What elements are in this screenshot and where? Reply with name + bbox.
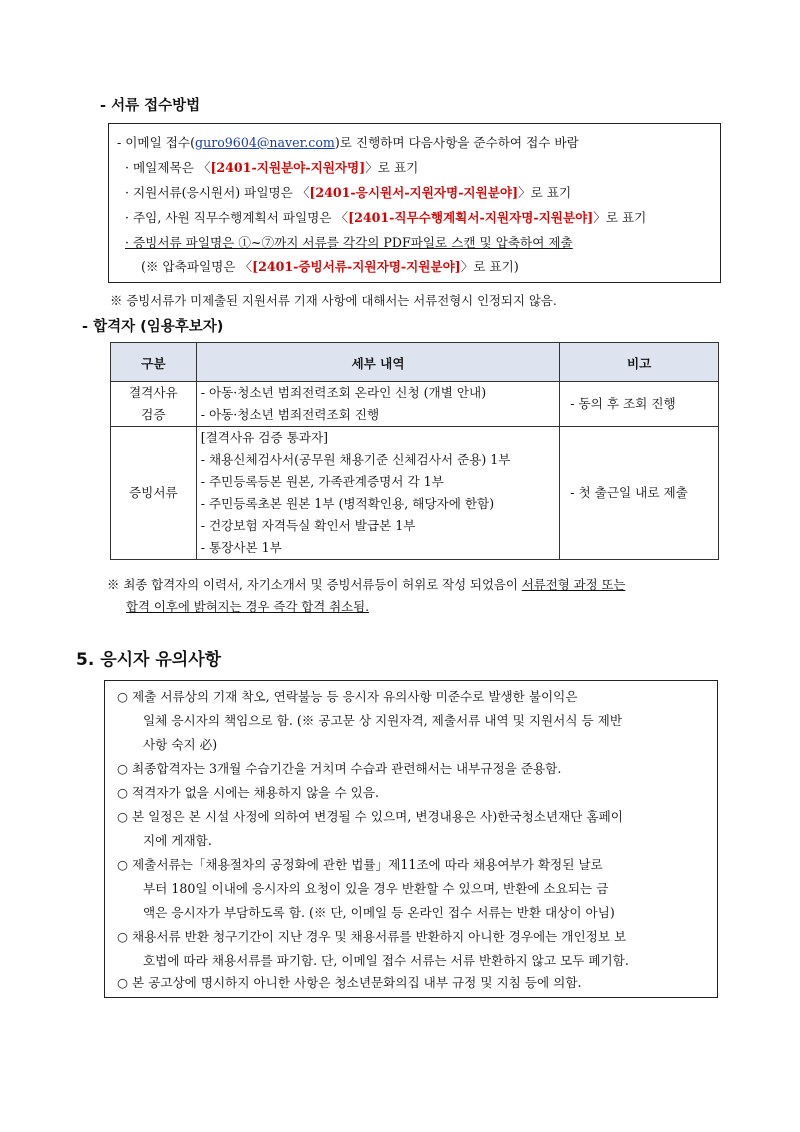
successful-section-title: - 합격자 (임용후보자) [82,319,224,335]
notice-line: ○ 채용서류 반환 청구기간이 지난 경우 및 채용서류를 반환하지 아니한 경우에는 개인정보 보 [117,929,627,944]
email-line: - 이메일 접수(guro9604@naver.com)로 진행하며 다음사항을 준수하여 접수 바람 [117,135,579,150]
row-remark: - 첫 출근일 내로 제출 [560,427,719,560]
evidence-filename-rule: · 증빙서류 파일명은 ①~⑦까지 서류를 각각의 PDF파일로 스캔 및 압축하여 제출 [125,235,573,250]
row-category: 증빙서류 [111,427,197,560]
notice-line: ○ 본 공고상에 명시하지 아니한 사항은 청소년문화의집 내부 규정 및 지침 등에 의함. [117,975,582,990]
row-details: - 아동·청소년 범죄전력조회 온라인 신청 (개별 안내) - 아동·청소년 범죄전력조회 진행 [196,382,560,427]
notice-line: 지에 게재함. [143,833,212,848]
notice-line: 부터 180일 이내에 응시자의 요청이 있을 경우 반환할 수 있으며, 반환에 소요되는 금 [143,881,609,896]
receipt-section-title: - 서류 접수방법 [100,98,201,114]
notice-line: ○ 제출 서류상의 기재 착오, 연락불능 등 응시자 유의사항 미준수로 발생한 불이익은 [117,689,578,704]
notice-line: 일체 응시자의 책임으로 함. (※ 공고문 상 지원자격, 제출서류 내역 및 지원서식 등 제반 [143,713,623,728]
notice-line: 사항 숙지 必) [143,737,218,752]
notice-line: ○ 적격자가 없을 시에는 채용하지 않을 수 있음. [117,785,379,800]
notice-line: ○ 최종합격자는 3개월 수습기간을 거치며 수습과 관련해서는 내부규정을 준용함. [117,761,562,776]
row-remark: - 동의 후 조회 진행 [560,382,719,427]
successful-note-line1: ※ 최종 합격자의 이력서, 자기소개서 및 증빙서류등이 허위로 작성 되었음이 서류전형 과정 또는 [107,577,626,592]
job-plan-filename-rule: · 주임, 사원 직무수행계획서 파일명은 〈[2401-직무수행계획서-지원자명-지원분야]〉로 표기 [125,210,647,225]
notice-line: ○ 제출서류는「채용절차의 공정화에 관한 법률」제11조에 따라 채용여부가 확정된 날로 [117,857,603,872]
email-link[interactable]: guro9604@naver.com [195,135,335,150]
application-filename-rule: · 지원서류(응시원서) 파일명은 〈[2401-응시원서-지원자명-지원분야]〉로 표기 [125,185,572,200]
notice-line: 액은 응시자가 부담하도록 함. (※ 단, 이메일 등 온라인 접수 서류는 반환 대상이 아님) [143,905,615,920]
zip-filename-rule: (※ 압축파일명은 〈[2401-증빙서류-지원자명-지원분야]〉로 표기) [141,259,519,274]
receipt-method-box [108,123,721,283]
receipt-note: ※ 증빙서류가 미제출된 지원서류 기재 사항에 대해서는 서류전형시 인정되지 않음. [110,293,557,308]
table-header-row [111,343,719,382]
row-category: 결격사유 검증 [111,382,197,427]
notice-line: 호법에 따라 채용서류를 파기함. 단, 이메일 접수 서류는 서류 반환하지 않고 모두 폐기함. [143,953,629,968]
header-category: 구분 [111,343,197,382]
notice-line: ○ 본 일정은 본 시설 사정에 의하여 변경될 수 있으며, 변경내용은 사)한국청소년재단 홈페이 [117,809,623,824]
table-row [111,382,719,427]
mail-subject-rule: · 메일제목은 〈[2401-지원분야-지원자명]〉로 표기 [125,160,419,175]
successful-table [110,342,719,560]
successful-note-line2: 합격 이후에 밝혀지는 경우 즉각 합격 취소됨. [126,599,370,614]
header-remark: 비고 [560,343,719,382]
table-row [111,427,719,560]
header-details: 세부 내역 [196,343,560,382]
notice-box [104,680,718,998]
row-details: [결격사유 검증 통과자] - 채용신체검사서(공무원 채용기준 신체검사서 준용) 1부 - 주민등록등본 원본, 가족관계증명서 각 1부 - 주민등록초본 원본 1부 (병적확인용, 해당자에 한함) - 건강보험 자격득실 확인서 발급본 1부 - 통장사본 1부 [196,427,560,560]
section5-title: 5. 응시자 유의사항 [76,650,222,670]
